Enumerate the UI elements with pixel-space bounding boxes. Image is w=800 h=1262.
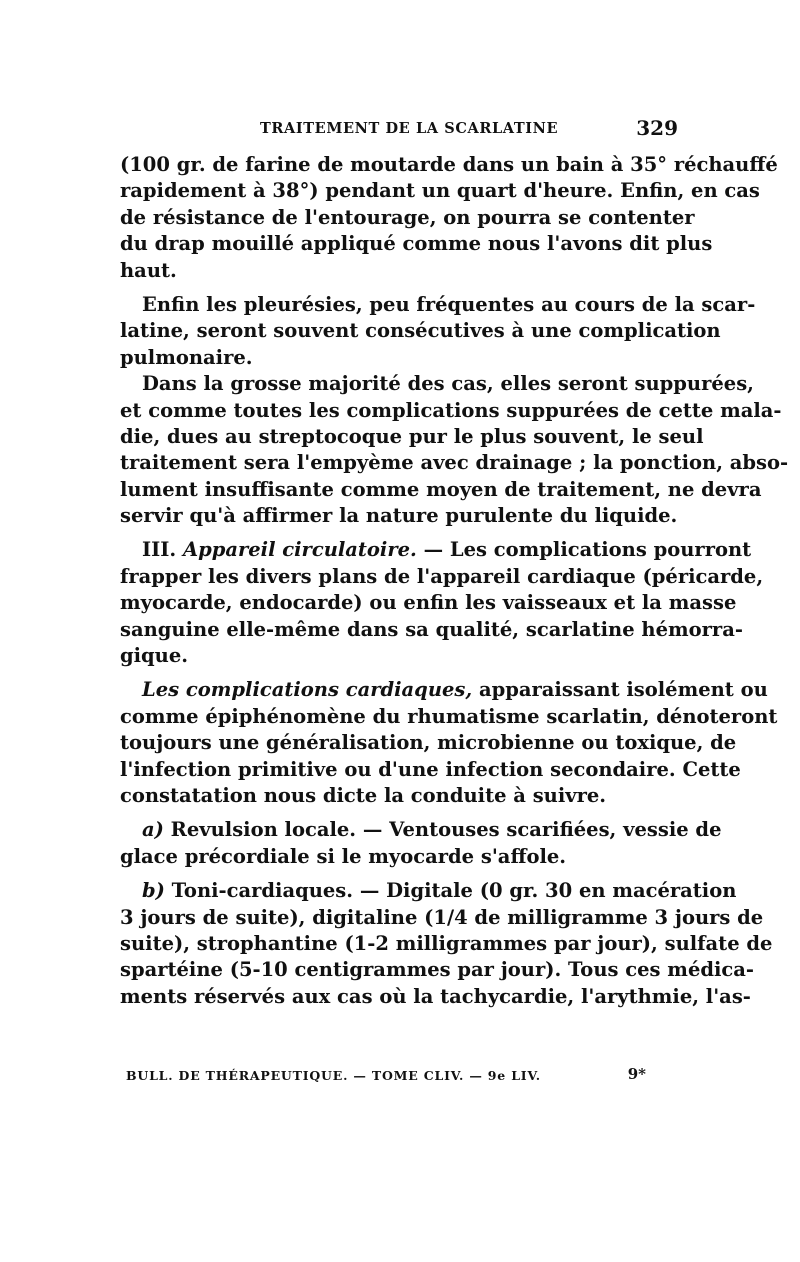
text-line: lument insuffisante comme moyen de traitement, ne devra [120,477,762,501]
text-line [120,677,768,703]
section-heading: Appareil circulatoire. [182,538,417,562]
text-line: toujours une généralisation, microbienne ou toxique, de [120,731,737,755]
text-line: pulmonaire. [120,345,253,369]
paragraph [120,677,778,809]
italic-lead: Les complications cardiaques, [142,678,473,702]
text-run: Revulsion locale. — Ventouses scarifiées, vessie de [163,818,722,842]
text-line: suite), strophantine (1-2 milligrammes par jour), sulfate de [120,931,773,955]
text-line: Enfin les pleurésies, peu fréquentes au cours de la scar- [142,292,756,316]
page-number: 329 [636,116,678,140]
text-run: — Les complications pourront [416,538,752,562]
text-run: Toni-cardiaques. — Digitale (0 gr. 30 en macération [164,879,737,903]
footer [126,1065,646,1087]
text-line: l'infection primitive ou d'une infection secondaire. Cette [120,757,741,781]
text-line [120,878,737,904]
text-line: Dans la grosse majorité des cas, elles seront suppurées, [142,372,754,396]
paragraph [120,537,764,669]
text-line: comme épiphénomène du rhumatisme scarlatin, dénoteront [120,704,778,728]
text-line: die, dues au streptocoque pur le plus souvent, le seul [120,424,704,448]
text-line: haut. [120,258,177,282]
text-line: ments réservés aux cas où la tachycardie, l'arythmie, l'as- [120,984,751,1008]
list-marker: b) [142,879,165,903]
text-line: frapper les divers plans de l'appareil cardiaque (péricarde, [120,564,764,588]
paragraph [120,292,756,371]
text-line: constatation nous dicte la conduite à suivre. [120,783,607,807]
text-line: (100 gr. de farine de moutarde dans un bain à 35° réchauffé [120,153,778,176]
text-line: servir qu'à affirmer la nature purulente du liquide. [120,504,678,528]
text-line: rapidement à 38°) pendant un quart d'heure. Enfin, en cas [120,179,760,203]
running-head [120,116,678,142]
text-line: latine, seront souvent consécutives à une complication [120,319,721,343]
journal-reference: BULL. DE THÉRAPEUTIQUE. — TOME CLIV. — 9e LIV. [126,1068,541,1083]
text-line: du drap mouillé appliqué comme nous l'avons dit plus [120,232,713,256]
paragraph [120,152,778,284]
text-line: de résistance de l'entourage, on pourra se contenter [120,205,695,229]
text-line: 3 jours de suite), digitaline (1/4 de milligramme 3 jours de [120,905,764,929]
list-marker: a) [142,818,164,842]
section-number: III. [142,538,183,562]
paragraph [120,817,722,870]
paragraph [120,371,789,529]
signature-mark: 9* [627,1065,646,1083]
text-line [120,537,752,563]
running-title: TRAITEMENT DE LA SCARLATINE [260,120,559,137]
paragraph [120,878,773,1010]
text-line: et comme toutes les complications suppurées de cette mala- [120,398,782,422]
text-line: traitement sera l'empyème avec drainage ; la ponction, abso- [120,451,789,475]
text-run: apparaissant isolément ou [472,678,768,702]
body-text [120,152,789,1010]
text-line: myocarde, endocarde) ou enfin les vaisseaux et la masse [120,591,737,615]
text-line: sanguine elle-même dans sa qualité, scarlatine hémorra- [120,617,743,641]
text-line: gique. [120,644,189,668]
text-line: glace précordiale si le myocarde s'affole. [120,844,567,868]
text-line: spartéine (5-10 centigrammes par jour). Tous ces médica- [120,958,754,982]
text-line [120,817,722,843]
